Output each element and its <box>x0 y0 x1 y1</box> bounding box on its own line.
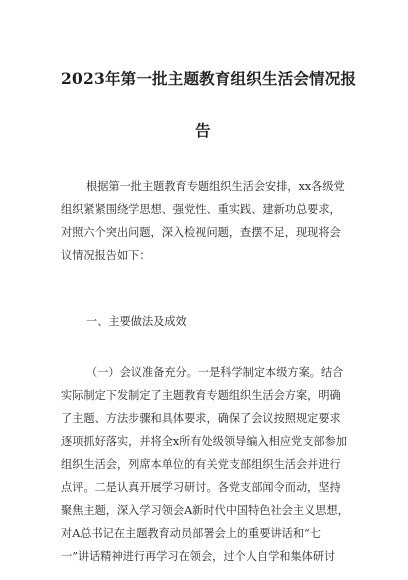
intro-line-1: 根据第一批主题教育专题组织生活会安排，xx各级党 <box>86 180 345 193</box>
body-line-1: （一）会议准备充分。一是科学制定本级方案。结合 <box>86 366 344 379</box>
body-line-6: 点评。二是认真开展学习研讨。各党支部闻令而动，坚持 <box>61 481 341 494</box>
intro-line-3: 对照六个突出问题，深入检视问题，查摆不足，现现将会 <box>61 226 341 239</box>
document-title-line-1: 2023年第一批主题教育组织生活会情况报 <box>61 69 357 88</box>
body-line-7: 聚焦主题，深入学习领会A新时代中国特色社会主义思想， <box>61 504 349 517</box>
body-line-5: 组织生活会，列席本单位的有关党支部组织生活会并进行 <box>61 458 341 471</box>
body-line-4: 逐项抓好落实，并将全x所有处级领导编入相应党支部参加 <box>61 435 347 448</box>
body-line-3: 了主题、方法步骤和具体要求，确保了会议按照规定要求 <box>61 412 341 425</box>
body-line-9: 一”讲话精神进行再学习在领会，过个人自学和集体研讨 <box>61 550 336 563</box>
intro-line-2: 组织紧紧围绕学思想、强党性、重实践、建新功总要求， <box>61 203 341 216</box>
section-heading: 一、主要做法及成效 <box>86 315 187 328</box>
intro-line-4: 议情况报告如下： <box>61 249 151 262</box>
document-title-line-2: 告 <box>195 121 211 140</box>
body-line-2: 实际制定下发制定了主题教育专题组织生活会方案，明确 <box>61 389 341 402</box>
body-line-8: 对A总书记在主题教育动员部署会上的重要讲话和“七 <box>61 527 321 540</box>
